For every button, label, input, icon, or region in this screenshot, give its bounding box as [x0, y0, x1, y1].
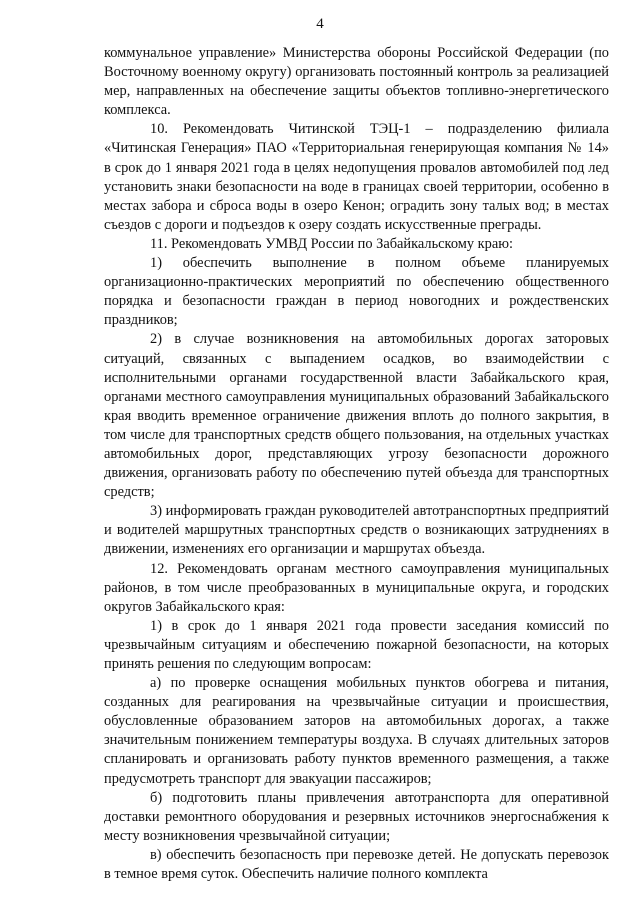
paragraph: а) по проверке оснащения мобильных пунктов обогрева и питания, созданных для реагирования на чрезвычайные ситуации и происшествия, обусловленные образованием заторов на автомобильных дорогах, а также значительным понижением температуры воздуха. В случаях длительных заторов спланировать и организовать работу пунктов временного размещения, а также предусмотреть транспорт для эвакуации пассажиров;: [104, 675, 609, 787]
paragraph: 3) информировать граждан руководителей автотранспортных предприятий и водителей маршрутных транспортных средств о возникающих затруднениях в движении, изменениях его организации и маршрутах объезда.: [104, 503, 609, 558]
paragraph: 1) в срок до 1 января 2021 года провести заседания комиссий по чрезвычайным ситуациям и обеспечению пожарной безопасности, на которых принять решения по следующим вопросам:: [104, 617, 609, 672]
document-body: [104, 44, 609, 884]
paragraph: в) обеспечить безопасность при перевозке детей. Не допускать перевозок в темное время суток. Обеспечить наличие полного комплекта: [104, 846, 609, 883]
paragraph: б) подготовить планы привлечения автотранспорта для оперативной доставки ремонтного оборудования и резервных источников энергоснабжения к месту возникновения чрезвычайной ситуации;: [104, 789, 609, 844]
paragraph: 2) в случае возникновения на автомобильных дорогах заторовых ситуаций, связанных с выпадением осадков, во взаимодействии с исполнительными органами государственной власти Забайкальского края, органами местного самоуправления муниципальных образований Забайкальского края вводить временное ограничение движения вплоть до полного закрытия, в том числе для транспортных средств общего пользования, на отдельных участках автомобильных дорог, представляющих угрозу безопасности дорожного движения, организовать работу по обеспечению путей объезда для транспортных средств;: [104, 331, 609, 501]
paragraph: коммунальное управление» Министерства обороны Российской Федерации (по Восточному военному округу) организовать постоянный контроль за реализацией мер, направленных на обеспечение защиты объектов топливно-энергетического комплекса.: [104, 45, 609, 119]
paragraph: 1) обеспечить выполнение в полном объеме планируемых организационно-практических мероприятий по обеспечению общественного порядка и безопасности граждан в период новогодних и рождественских праздников;: [104, 255, 609, 329]
paragraph: 10. Рекомендовать Читинской ТЭЦ-1 – подразделению филиала «Читинская Генерация» ПАО «Территориальная генерирующая компания № 14» в срок до 1 января 2021 года в целях недопущения провалов автомобилей под лед установить знаки безопасности на воде в границах своей территории, особенно в местах забора и сброса воды в озеро Кенон; оградить зону талых вод; в местах съездов с дороги и подъездов к озеру создать искусственные преграды.: [104, 121, 609, 233]
paragraph: 12. Рекомендовать органам местного самоуправления муниципальных районов, в том числе преобразованных в муниципальные округа, и городских округов Забайкальского края:: [104, 560, 609, 615]
page-number: 4: [316, 16, 324, 32]
paragraph: 11. Рекомендовать УМВД России по Забайкальскому краю:: [150, 235, 513, 252]
